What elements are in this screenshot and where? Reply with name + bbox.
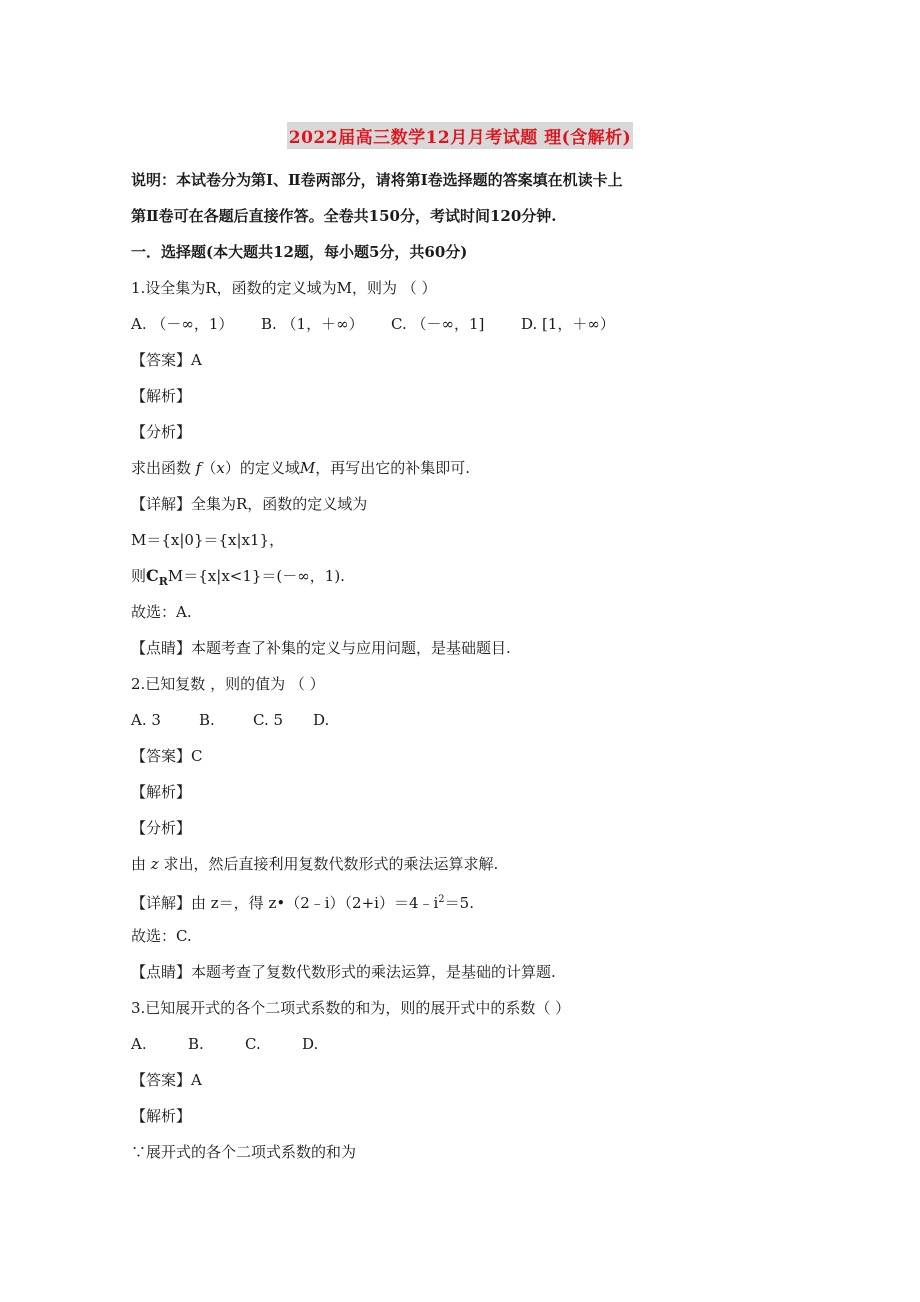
q2-detail [131, 890, 474, 913]
q2-detail-exponent: 2 [438, 894, 445, 905]
q1-option-d: D. [1，＋∞） [521, 315, 615, 333]
q2-fenxi-z: z [150, 855, 159, 873]
q1-option-a: A. （－∞，1） [131, 315, 234, 333]
q1-fenxi-text [131, 458, 470, 478]
intro-line-1: 说明：本试卷分为第Ⅰ、Ⅱ卷两部分，请将第Ⅰ卷选择题的答案填在机读卡上 [131, 171, 623, 189]
q3-option-b: B. [188, 1035, 204, 1053]
q2-answer: 【答案】C [131, 747, 203, 765]
q2-option-d: D. [313, 711, 330, 729]
q1-fenxi-part: ，再写出它的补集即可. [315, 459, 470, 477]
q1-option-c: C. （－∞，1] [391, 315, 485, 333]
q1-comment: 【点睛】本题考查了补集的定义与应用问题，是基础题目. [131, 639, 511, 657]
q1-analysis-label: 【解析】 [131, 387, 192, 405]
q3-options [131, 1034, 318, 1054]
complement-subscript: R [158, 575, 168, 588]
q2-fenxi-part: 由 [131, 855, 151, 873]
q3-since: ∵展开式的各个二项式系数的和为 [131, 1143, 357, 1161]
q1-comp-result: M＝{x|x<1}＝(－∞，1). [167, 567, 345, 585]
q1-choose: 故选：A. [131, 603, 192, 621]
q2-options [131, 710, 329, 730]
q2-option-a: A. 3 [131, 711, 161, 729]
q2-stem: 2.已知复数 ，则的值为 （ ） [131, 675, 325, 693]
q3-option-a: A. [131, 1035, 147, 1053]
q2-detail-part: 【详解】由 z＝，得 z•（2﹣i）（2+i）＝4﹣i [131, 894, 439, 912]
q2-detail-part: ＝5. [444, 894, 474, 912]
q1-answer: 【答案】A [131, 351, 202, 369]
complement-symbol: C [146, 566, 159, 585]
q1-fenxi-part: （ [201, 459, 217, 477]
q1-fenxi-label: 【分析】 [131, 423, 192, 441]
section-heading: 一．选择题(本大题共12题，每小题5分，共60分) [131, 243, 468, 261]
q2-option-b: B. [199, 711, 215, 729]
q1-option-b: B. （1，＋∞） [261, 315, 364, 333]
q3-stem: 3.已知展开式的各个二项式系数的和为，则的展开式中的系数（ ） [131, 999, 571, 1017]
q2-fenxi-part: 求出，然后直接利用复数代数形式的乘法运算求解. [158, 855, 499, 873]
q3-analysis-label: 【解析】 [131, 1107, 192, 1125]
q2-analysis-label: 【解析】 [131, 783, 192, 801]
document-title-wrap [0, 122, 920, 149]
q2-fenxi-text [131, 854, 498, 874]
q1-options [131, 314, 615, 334]
intro-line-2: 第Ⅱ卷可在各题后直接作答。全卷共150分，考试时间120分钟. [131, 207, 557, 225]
q3-answer: 【答案】A [131, 1071, 202, 1089]
document-title: 2022届高三数学12月月考试题 理(含解析) [287, 122, 633, 149]
q1-m-set: M＝{x|0}＝{x|x1}， [131, 531, 285, 549]
q1-fenxi-part: ）的定义域 [224, 459, 300, 477]
q1-stem: 1.设全集为R，函数的定义域为M，则为 （ ） [131, 279, 437, 297]
q2-option-c: C. 5 [253, 711, 284, 729]
q2-choose: 故选：C. [131, 927, 192, 945]
q3-option-c: C. [245, 1035, 261, 1053]
q2-comment: 【点睛】本题考查了复数代数形式的乘法运算，是基础的计算题. [131, 963, 556, 981]
q3-option-d: D. [302, 1035, 319, 1053]
q1-fenxi-m: M [299, 459, 316, 477]
q1-complement [131, 566, 345, 592]
q2-fenxi-label: 【分析】 [131, 819, 192, 837]
q1-fenxi-part: 求出函数 [131, 459, 196, 477]
q1-fenxi-f: f [195, 459, 202, 477]
q1-comp-prefix: 则 [131, 567, 147, 585]
q1-detail: 【详解】全集为R，函数的定义域为 [131, 495, 368, 513]
q1-fenxi-x: x [216, 459, 225, 477]
